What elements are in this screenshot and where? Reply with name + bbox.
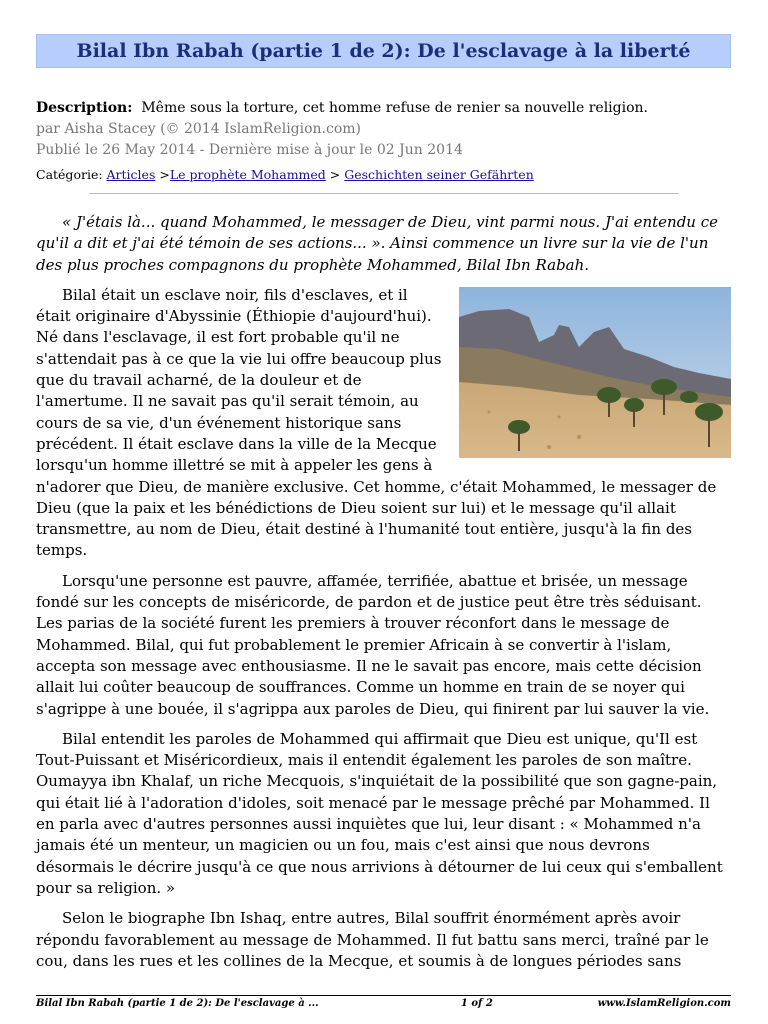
body-paragraph: Bilal entendit les paroles de Mohammed qui affirmait que Dieu est unique, qu'Il est Tout-Puissant et Miséricordieux, mais il entendit également les paroles de son maître. Oumayya ibn Khalaf, un riche Mecquois, s'inquiétait de la possibilité que son gagne-pain, qui était lié à l'adoration d'idoles, soit menacé par le message prêché par Mohammed. Il en parla avec d'autres personnes aussi inquiètes que lui, leur disant : « Mohammed n'a jamais été un menteur, un magicien ou un fou, mais c'est ainsi que nous devrons désormais le décrire jusqu'à ce que nous arrivions à détourner de lui ceux qui s'emballent pour sa religion. » xyxy=(36,729,723,897)
footer-title: Bilal Ibn Rabah (partie 1 de 2): De l'esclavage à ... xyxy=(36,998,319,1009)
category-breadcrumb xyxy=(36,166,731,184)
body-paragraph: Selon le biographe Ibn Ishaq, entre autres, Bilal souffrit énormément après avoir répondu favorablement au message de Mohammed. Il fut battu sans merci, traîné par le cou, dans les rues et les collines de la Mecque, et soumis à de longues périodes sans xyxy=(36,909,709,970)
dates-line: Publié le 26 May 2014 - Dernière mise à jour le 02 Jun 2014 xyxy=(36,142,463,158)
page-footer xyxy=(36,995,731,1009)
landscape-photo xyxy=(459,287,731,458)
description-text: Même sous la torture, cet homme refuse de renier sa nouvelle religion. xyxy=(141,100,648,116)
body-paragraph: Lorsqu'une personne est pauvre, affamée, terrifiée, abattue et brisée, un message fondé sur les concepts de miséricorde, de pardon et de justice peut être très séduisant. Les parias de la société furent les premiers à trouver réconfort dans le message de Mohammed. Bilal, qui fut probablement le premier Africain à se convertir à l'islam, accepta son message avec enthousiasme. Il ne le savait pas encore, mais cette décision allait lui coûter beaucoup de souffrances. Comme un homme en train de se noyer qui s'agrippe à une bouée, il s'agrippa aux paroles de Dieu, qui finirent par lui sauver la vie. xyxy=(36,571,710,718)
divider xyxy=(89,193,679,194)
title-bar xyxy=(36,34,731,68)
footer-site: www.IslamReligion.com xyxy=(597,998,731,1009)
page-title: Bilal Ibn Rabah (partie 1 de 2): De l'esclavage à la liberté xyxy=(76,40,691,62)
author-line: par Aisha Stacey (© 2014 IslamReligion.com) xyxy=(36,121,362,137)
breadcrumb-separator: > xyxy=(159,167,170,182)
article-page xyxy=(36,34,731,981)
intro-paragraph: « J'étais là... quand Mohammed, le messager de Dieu, vint parmi nous. J'ai entendu ce qu'il a dit et j'ai été témoin de ses actions... ». Ainsi commence un livre sur la vie de l'un des plus proches compagnons du prophète Mohammed, Bilal Ibn Rabah. xyxy=(36,213,719,274)
description-line xyxy=(36,98,731,119)
category-link-prophet[interactable]: Le prophète Mohammed xyxy=(169,167,326,182)
description-label: Description: xyxy=(36,100,133,116)
article-meta xyxy=(36,98,731,161)
article-body xyxy=(36,212,731,972)
page-number: 1 of 2 xyxy=(460,998,493,1009)
body-paragraph: Bilal était un esclave noir, fils d'esclaves, et il était originaire d'Abyssinie (Éthiopie d'aujourd'hui). Né dans l'esclavage, il est fort probable qu'il ne s'attendait pas à ce que la vie lui offre beaucoup plus que du travail acharné, de la douleur et de l'amertume. Il ne savait pas qu'il serait témoin, au cours de sa vie, d'un événement historique sans précédent. Il était esclave dans la ville de la Mecque lorsqu'un homme illettré se mit à appeler les gens à n'adorer que Dieu, de manière exclusive. Cet homme, c'était Mohammed, le messager de Dieu (que la paix et les bénédictions de Dieu soient sur lui) et le message qu'il allait transmettre, au nom de Dieu, était destiné à l'humanité tout entière, jusqu'à la fin des temps. xyxy=(36,285,717,560)
category-link-articles[interactable]: Articles xyxy=(106,167,156,182)
category-link-companions[interactable]: Geschichten seiner Gefährten xyxy=(344,167,534,182)
breadcrumb-separator: > xyxy=(329,167,341,182)
category-label: Catégorie: xyxy=(36,167,103,182)
